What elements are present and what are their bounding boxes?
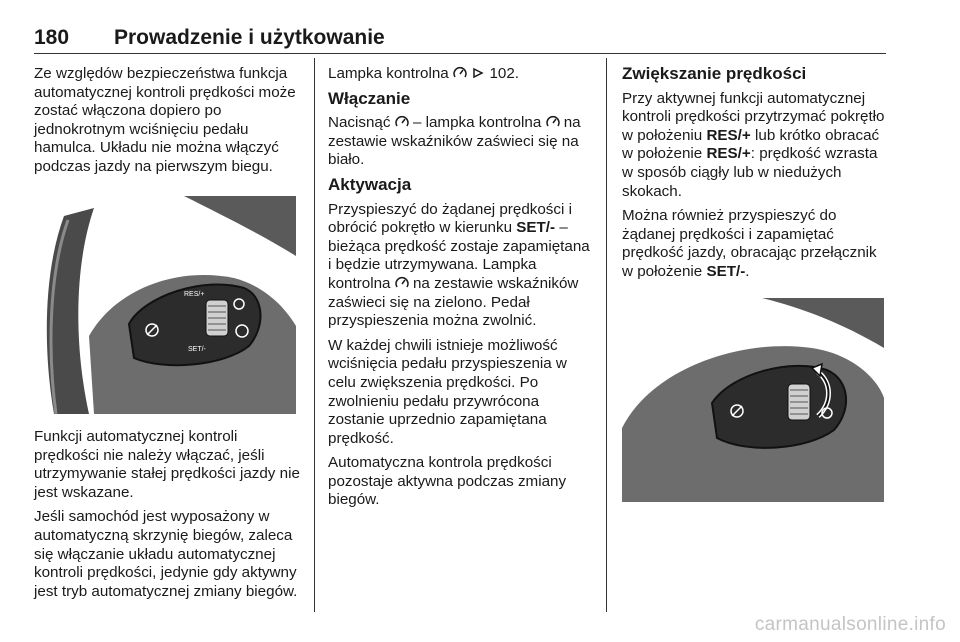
lamp-text: Lampka kontrolna [328,65,449,82]
z-text-c: : prędkość wzrasta w sposób ciągły lub w niedużych skokach. [622,145,878,200]
w-text-a: Nacisnąć [328,114,391,132]
z-key-1: RES/+ [706,126,751,144]
paragraph-aktywacja [328,201,596,331]
paragraph-2: Funkcji automatycznej kontroli prędkości nie należy włączać, jeśli utrzymywanie stałej prędkości jazdy nie jest wskazane. [34,428,300,501]
column-3 [622,65,890,288]
paragraph-3: Jeśli samochód jest wyposażony w automatyczną skrzynię biegów, zaleca się włączanie układu automatycznej kontroli prędkości, jedynie gdy aktywny jest tryb automatycznej zmiany biegów. [34,508,298,600]
paragraph-wlaczanie [328,114,596,170]
a-text-b: – bieżąca prędkość zostaje zapamiętana i będzie utrzymywana. Lampka kontrolna [328,219,590,292]
column-2 [328,65,596,516]
w-text-b: – lampka kontrolna [412,114,542,132]
column-1 [34,65,302,183]
a-key: SET/- [516,219,556,237]
set-label: SET/- [188,346,206,353]
cruise-control-icon [395,276,409,290]
column-divider-2 [606,58,607,612]
intro-paragraph: Ze względów bezpieczeństwa funkcja automatycznej kontroli prędkości może zostać włączona dopiero po jednokrotnym wciśnięciu pedału hamulca. Układu nie można włączyć podczas jazdy na pierwszym biegu. [34,65,296,175]
watermark: carmanualsonline.info [754,614,946,635]
cruise-control-icon [395,115,409,129]
header-rule [34,53,886,54]
lamp-reference [328,65,596,84]
steering-wheel-figure-2 [622,298,884,502]
paragraph-5: Automatyczna kontrola prędkości pozostaje aktywna podczas zmiany biegów. [328,454,567,509]
w-text-c: na zestawie wskaźników zaświeci się na biało. [328,114,581,169]
page-reference-icon [471,66,485,80]
a-text-c: na zestawie wskaźników zaświeci się na zielono. Pedał przyspieszenia można zwolnić. [328,274,579,330]
steering-wheel-figure-1 [34,196,296,414]
heading-zwiekszanie: Zwiększanie prędkości [622,64,807,83]
z-text-a: Przy aktywnej funkcji automatycznej kontroli prędkości przytrzymać pokrętło w położeniu [622,89,885,144]
cruise-control-icon [546,115,560,129]
z2-text-b: . [745,262,750,280]
z-text-b: lub krótko obracać w położenie [622,126,880,163]
cruise-control-icon [453,66,467,80]
res-label: RES/+ [184,291,205,298]
column-1-lower [34,428,302,607]
z-key-2: RES/+ [706,145,751,163]
a-text-a: Przyspieszyć do żądanej prędkości i obrócić pokrętło w kierunku [328,200,572,237]
page-header [34,26,886,56]
page-number: 180 [34,26,70,49]
lamp-page-ref: 102. [489,65,519,82]
page-title: Prowadzenie i użytkowanie [114,26,385,49]
heading-wlaczanie: Włączanie [328,88,411,108]
paragraph-zwiekszanie-2 [622,207,890,281]
paragraph-4: W każdej chwili istnieje możliwość wciśnięcia pedału przyspieszenia w celu zwiększenia prędkości. Po zwolnieniu pedału przywrócona zostanie uprzednio zapamiętana prędkość. [328,336,567,447]
column-divider-1 [314,58,315,612]
z2-text-a: Można również przyspieszyć do żądanej prędkości i zapamiętać prędkość jazdy, obracając przełącznik w położenie [622,207,877,280]
z2-key: SET/- [706,262,746,280]
heading-aktywacja: Aktywacja [328,174,412,194]
paragraph-zwiekszanie-1 [622,90,890,202]
